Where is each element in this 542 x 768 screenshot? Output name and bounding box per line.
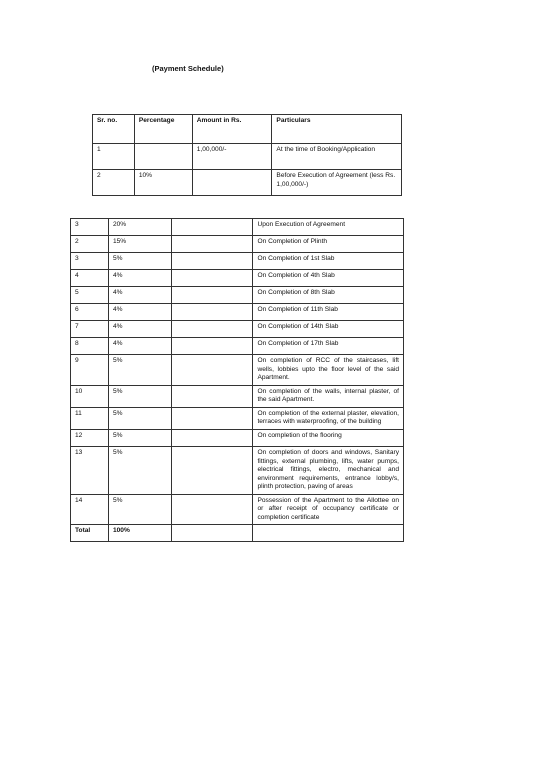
table-row — [71, 287, 404, 304]
cell-amount — [171, 355, 253, 386]
cell-particulars: Possession of the Apartment to the Allottee on or after receipt of occupancy certificate or completion certificate — [253, 494, 404, 525]
cell-particulars: On Completion of 17th Slab — [253, 338, 404, 355]
header-amount: Amount in Rs. — [192, 115, 272, 144]
payment-schedule-table-bottom — [70, 218, 404, 542]
cell-sr: 11 — [71, 407, 109, 429]
cell-percentage: 4% — [108, 304, 171, 321]
total-percentage: 100% — [108, 525, 171, 542]
table-row — [93, 144, 402, 170]
cell-percentage: 5% — [108, 494, 171, 525]
cell-particulars: On completion of RCC of the staircases, lift wells, lobbies upto the floor level of the said Apartment. — [253, 355, 404, 386]
cell-amount — [171, 287, 253, 304]
table-row — [71, 253, 404, 270]
cell-sr: 9 — [71, 355, 109, 386]
cell-percentage — [134, 144, 192, 170]
page-title: (Payment Schedule) — [152, 64, 224, 73]
cell-sr: 3 — [71, 253, 109, 270]
cell-particulars: At the time of Booking/Application — [272, 144, 402, 170]
table-row — [71, 407, 404, 429]
cell-amount — [171, 429, 253, 446]
header-sr: Sr. no. — [93, 115, 135, 144]
cell-particulars: On completion of doors and windows, Sanitary fittings, external plumbing, lifts, water pumps, electrical fittings, electro, mechanical and environment requirements, entrance lobby/s, plinth protection, paving of areas — [253, 446, 404, 494]
header-particulars: Particulars — [272, 115, 402, 144]
table-row — [71, 304, 404, 321]
table-row — [71, 321, 404, 338]
cell-amount: 1,00,000/- — [192, 144, 272, 170]
cell-sr: 5 — [71, 287, 109, 304]
table-row — [71, 219, 404, 236]
cell-particulars: On Completion of 1st Slab — [253, 253, 404, 270]
table-row — [93, 170, 402, 196]
cell-amount — [171, 494, 253, 525]
cell-sr: 13 — [71, 446, 109, 494]
cell-amount — [171, 321, 253, 338]
cell-particulars: On Completion of 11th Slab — [253, 304, 404, 321]
cell-percentage: 5% — [108, 429, 171, 446]
cell-particulars: On completion of the walls, internal plaster, of the said Apartment. — [253, 385, 404, 407]
total-particulars — [253, 525, 404, 542]
cell-percentage: 4% — [108, 321, 171, 338]
cell-sr: 14 — [71, 494, 109, 525]
cell-percentage: 5% — [108, 407, 171, 429]
cell-sr: 10 — [71, 385, 109, 407]
table-row — [71, 429, 404, 446]
table-row — [71, 236, 404, 253]
cell-particulars: On Completion of 4th Slab — [253, 270, 404, 287]
cell-sr: 12 — [71, 429, 109, 446]
cell-amount — [192, 170, 272, 196]
payment-schedule-table-top — [92, 114, 402, 196]
cell-percentage: 4% — [108, 270, 171, 287]
table-row — [71, 338, 404, 355]
cell-particulars: On Completion of Plinth — [253, 236, 404, 253]
cell-percentage: 20% — [108, 219, 171, 236]
cell-particulars: Before Execution of Agreement (less Rs. 1,00,000/-) — [272, 170, 402, 196]
cell-sr: 2 — [93, 170, 135, 196]
cell-sr: 7 — [71, 321, 109, 338]
cell-percentage: 10% — [134, 170, 192, 196]
cell-sr: 4 — [71, 270, 109, 287]
cell-percentage: 15% — [108, 236, 171, 253]
cell-percentage: 5% — [108, 253, 171, 270]
cell-amount — [171, 219, 253, 236]
cell-amount — [171, 304, 253, 321]
cell-percentage: 5% — [108, 385, 171, 407]
table-row — [71, 446, 404, 494]
cell-amount — [171, 236, 253, 253]
cell-amount — [171, 253, 253, 270]
total-label: Total — [71, 525, 109, 542]
cell-particulars: On completion of the external plaster, elevation, terraces with waterproofing, of the building — [253, 407, 404, 429]
header-percentage: Percentage — [134, 115, 192, 144]
table-row — [71, 355, 404, 386]
cell-particulars: On Completion of 8th Slab — [253, 287, 404, 304]
cell-amount — [171, 407, 253, 429]
cell-amount — [171, 270, 253, 287]
cell-percentage: 4% — [108, 287, 171, 304]
table-header-row — [93, 115, 402, 144]
cell-percentage: 4% — [108, 338, 171, 355]
cell-percentage: 5% — [108, 355, 171, 386]
cell-amount — [171, 385, 253, 407]
cell-sr: 8 — [71, 338, 109, 355]
cell-particulars: Upon Execution of Agreement — [253, 219, 404, 236]
cell-amount — [171, 338, 253, 355]
table-row — [71, 385, 404, 407]
cell-sr: 3 — [71, 219, 109, 236]
cell-sr: 1 — [93, 144, 135, 170]
cell-amount — [171, 446, 253, 494]
cell-percentage: 5% — [108, 446, 171, 494]
cell-particulars: On completion of the flooring — [253, 429, 404, 446]
cell-particulars: On Completion of 14th Slab — [253, 321, 404, 338]
total-amount — [171, 525, 253, 542]
cell-sr: 2 — [71, 236, 109, 253]
total-row — [71, 525, 404, 542]
cell-sr: 6 — [71, 304, 109, 321]
table-row — [71, 494, 404, 525]
table-row — [71, 270, 404, 287]
